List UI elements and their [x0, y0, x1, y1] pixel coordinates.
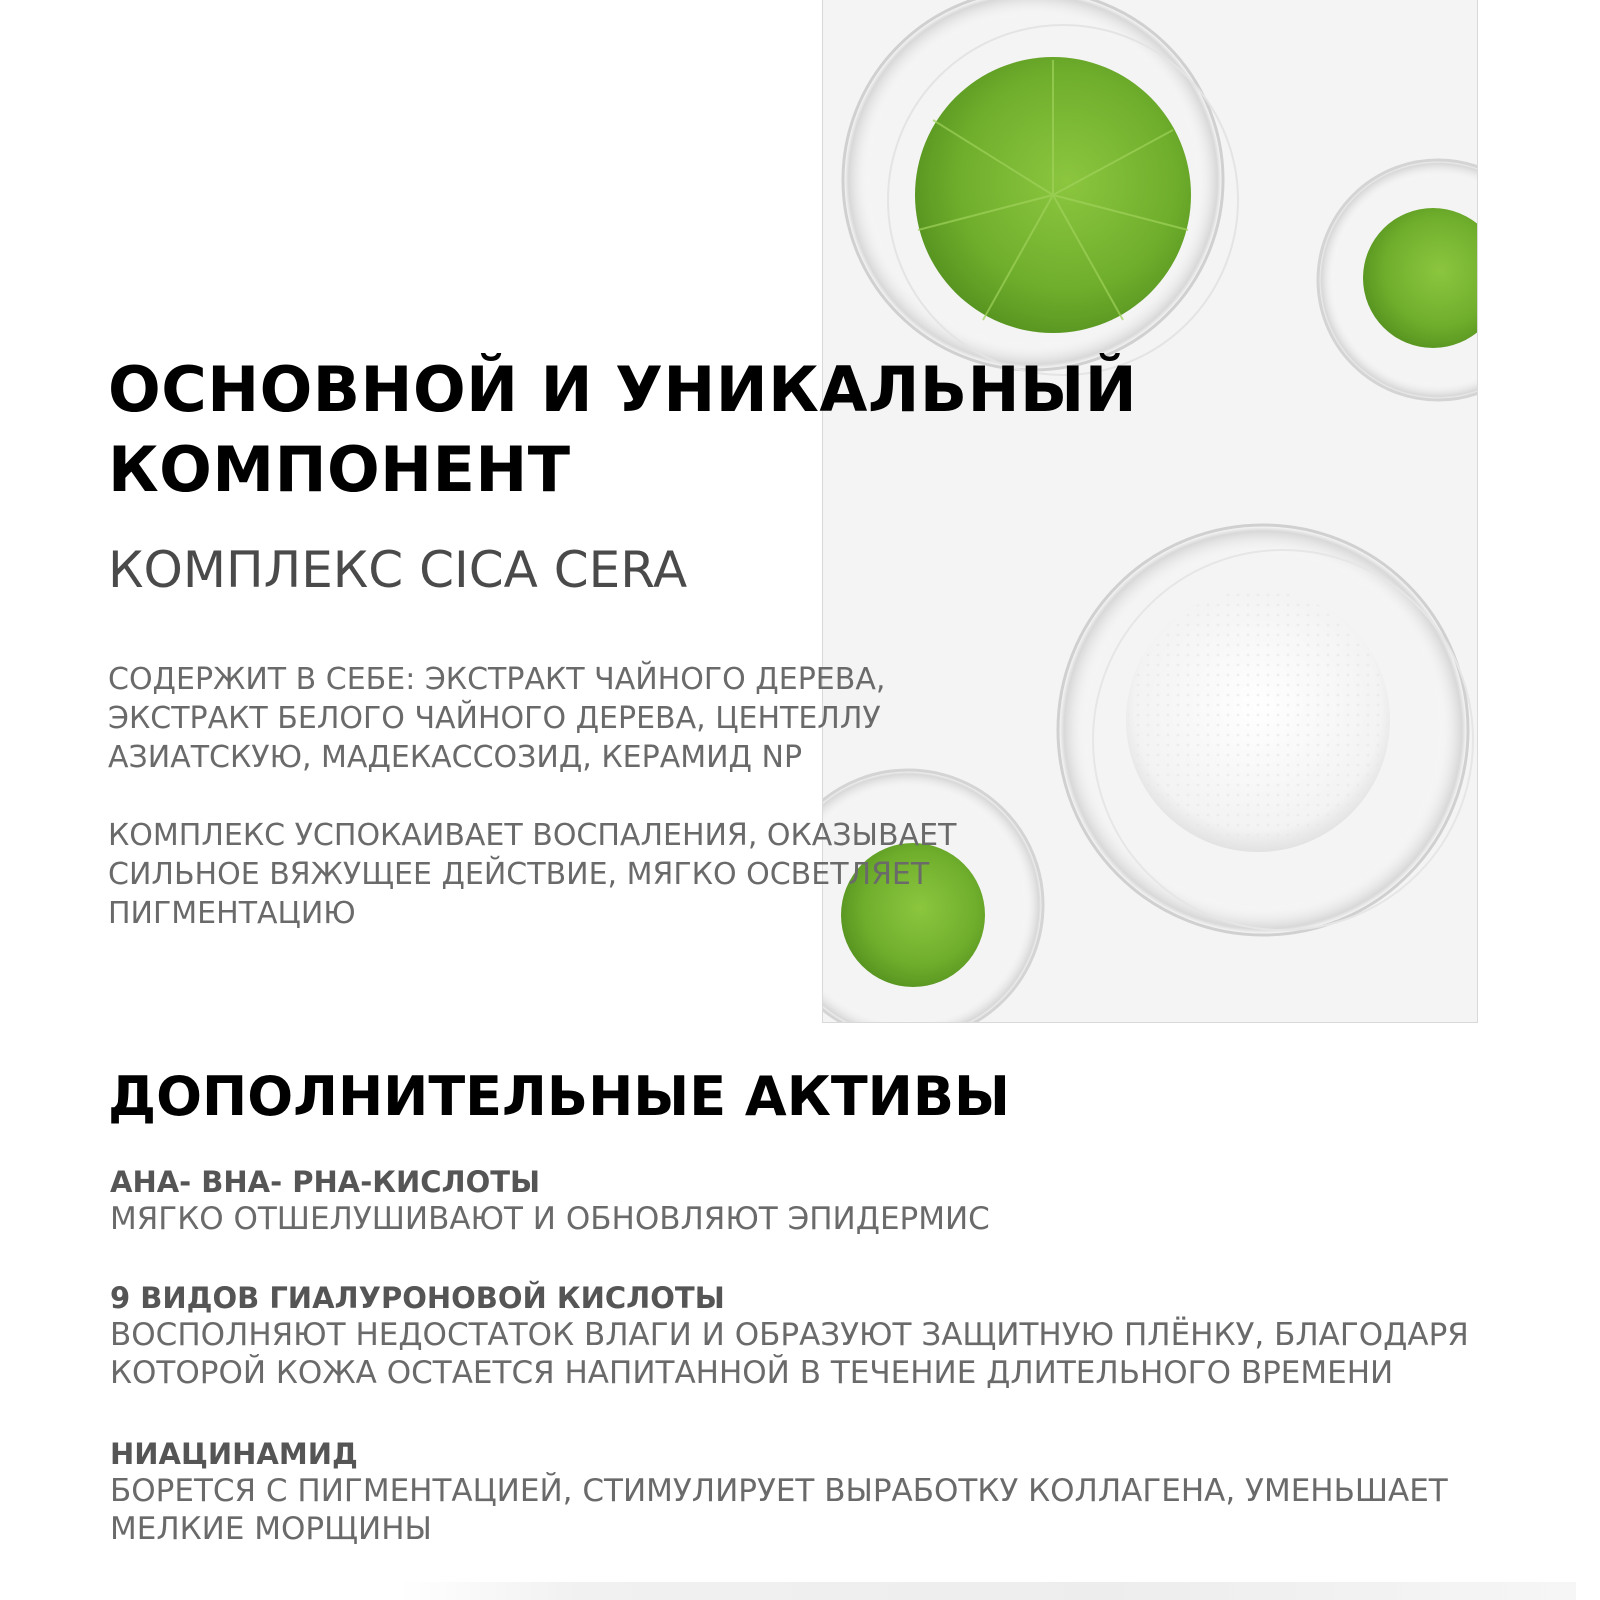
complex-subtitle: КОМПЛЕКС CICA CERA — [108, 541, 688, 599]
main-heading — [108, 350, 1258, 510]
actives-heading: ДОПОЛНИТЕЛЬНЫЕ АКТИВЫ — [108, 1065, 1010, 1128]
cotton-pad — [1126, 588, 1390, 852]
active-title: AHA- BHA- PHA-КИСЛОТЫ — [110, 1165, 541, 1199]
main-heading-line-2: КОМПОНЕНТ — [108, 433, 571, 506]
active-title: 9 ВИДОВ ГИАЛУРОНОВОЙ КИСЛОТЫ — [110, 1281, 725, 1315]
active-description: БОРЕТСЯ С ПИГМЕНТАЦИЕЙ, СТИМУЛИРУЕТ ВЫРАБОТКУ КОЛЛАГЕНА, УМЕНЬШАЕТ МЕЛКИЕ МОРЩИНЫ — [110, 1473, 1448, 1547]
active-title: НИАЦИНАМИД — [110, 1437, 358, 1471]
benefits-paragraph: КОМПЛЕКС УСПОКАИВАЕТ ВОСПАЛЕНИЯ, ОКАЗЫВАЕТ СИЛЬНОЕ ВЯЖУЩЕЕ ДЕЙСТВИЕ, МЯГКО ОСВЕТЛЯЕТ ПИГМЕНТАЦИЮ — [108, 818, 957, 931]
active-item-acids — [110, 1164, 1570, 1238]
active-item-hyaluronic — [110, 1280, 1570, 1392]
main-heading-line-1: ОСНОВНОЙ И УНИКАЛЬНЫЙ — [108, 353, 1138, 426]
ingredients-paragraph: СОДЕРЖИТ В СЕБЕ: ЭКСТРАКТ ЧАЙНОГО ДЕРЕВА, ЭКСТРАКТ БЕЛОГО ЧАЙНОГО ДЕРЕВА, ЦЕНТЕЛЛУ АЗИАТСКУЮ, МАДЕКАССОЗИД, КЕРАМИД NP — [108, 662, 886, 775]
centella-leaf-large — [915, 57, 1191, 333]
bottom-image-edge — [400, 1582, 1576, 1600]
active-description: ВОСПОЛНЯЮТ НЕДОСТАТОК ВЛАГИ И ОБРАЗУЮТ ЗАЩИТНУЮ ПЛЁНКУ, БЛАГОДАРЯ КОТОРОЙ КОЖА ОСТАЕТСЯ НАПИТАННОЙ В ТЕЧЕНИЕ ДЛИТЕЛЬНОГО ВРЕМЕНИ — [110, 1317, 1469, 1391]
active-description: МЯГКО ОТШЕЛУШИВАЮТ И ОБНОВЛЯЮТ ЭПИДЕРМИС — [110, 1201, 990, 1237]
active-item-niacinamide — [110, 1436, 1570, 1548]
